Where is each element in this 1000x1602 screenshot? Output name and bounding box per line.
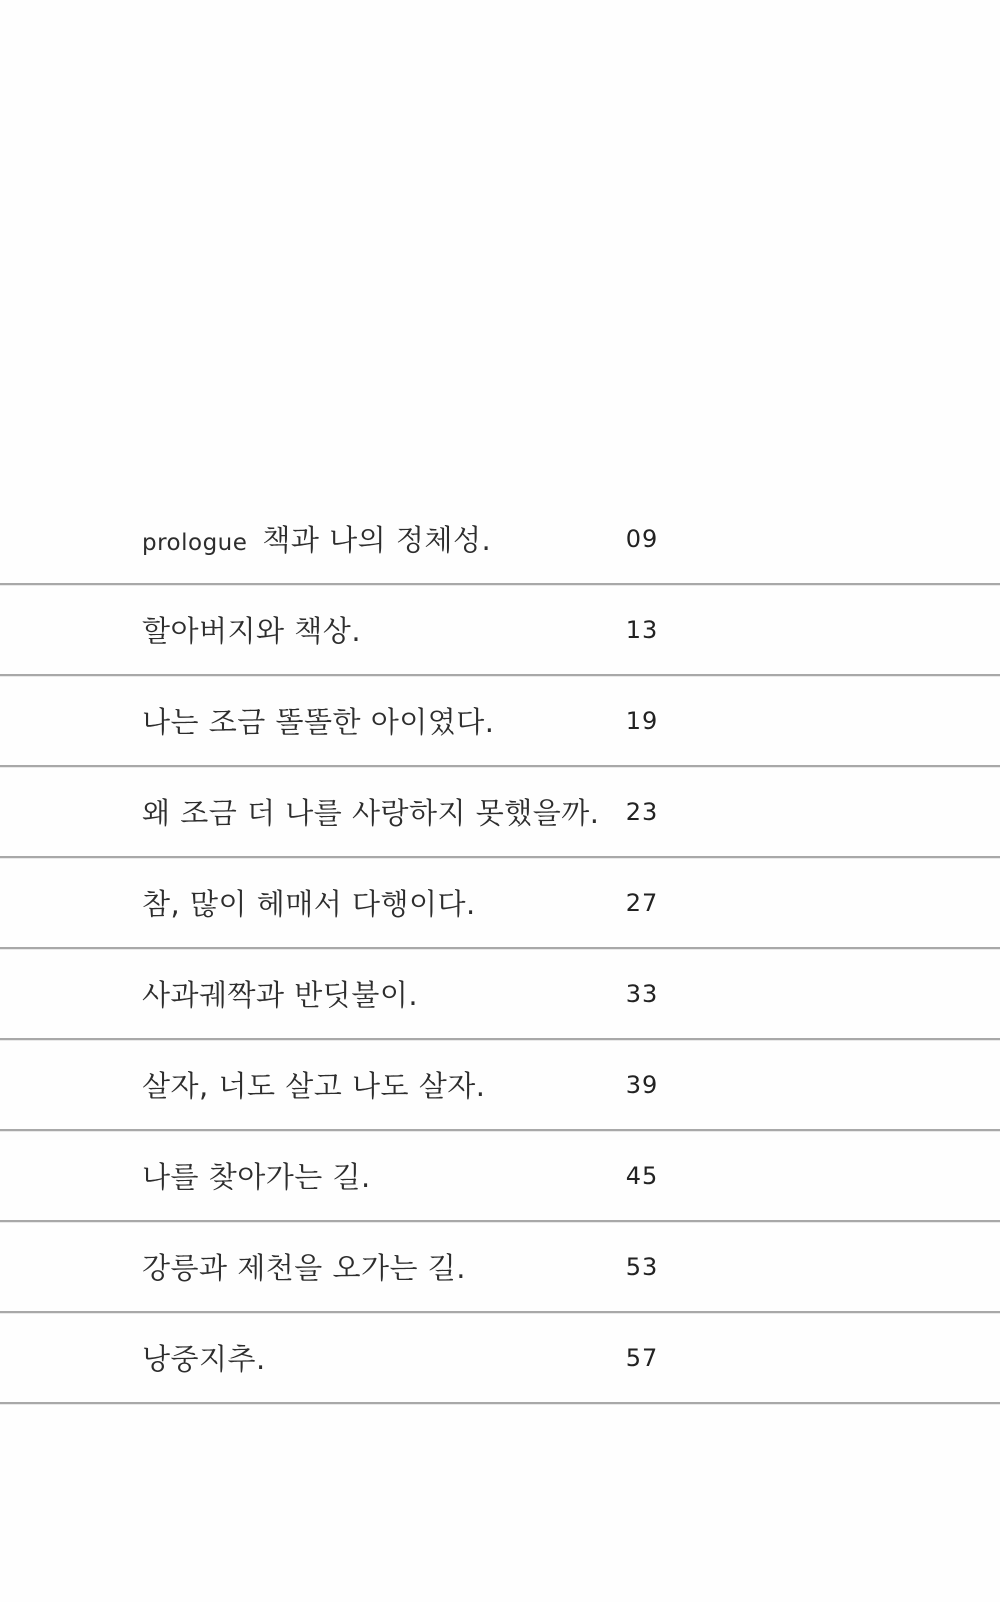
toc-row	[0, 949, 1000, 1040]
toc-entry	[0, 518, 491, 559]
page-number: 27	[625, 888, 659, 917]
page-number: 23	[625, 797, 659, 826]
page-number: 53	[625, 1252, 659, 1281]
toc-row	[0, 1040, 1000, 1131]
chapter-title: 참, 많이 헤매서 다행이다.	[142, 887, 476, 921]
chapter-title: 나를 찾아가는 길.	[142, 1160, 371, 1194]
toc-row	[0, 858, 1000, 949]
chapter-title: 강릉과 제천을 오가는 길.	[142, 1251, 467, 1285]
chapter-title: 사과궤짝과 반딧불이.	[142, 978, 419, 1012]
page-number: 57	[625, 1343, 659, 1372]
toc-row	[0, 1222, 1000, 1313]
toc-row	[0, 767, 1000, 858]
chapter-title: 살자, 너도 살고 나도 살자.	[142, 1069, 486, 1103]
chapter-title: 책과 나의 정체성.	[262, 523, 492, 557]
toc-entry	[0, 973, 418, 1014]
chapter-title: 할아버지와 책상.	[142, 614, 362, 648]
toc-row	[0, 1131, 1000, 1222]
page-number: 33	[625, 979, 659, 1008]
toc-entry	[0, 1064, 485, 1105]
page-number: 13	[625, 615, 659, 644]
toc-entry	[0, 1337, 266, 1378]
chapter-title: 왜 조금 더 나를 사랑하지 못했을까.	[142, 796, 600, 830]
toc-entry	[0, 791, 600, 832]
prologue-label: prologue	[142, 530, 248, 556]
chapter-title: 낭중지추.	[142, 1342, 266, 1376]
toc-row	[0, 1313, 1000, 1404]
page-number: 19	[625, 706, 659, 735]
chapter-title: 나는 조금 똘똘한 아이였다.	[142, 705, 495, 739]
toc-entry	[0, 609, 361, 650]
toc-row	[0, 494, 1000, 585]
toc-entry	[0, 882, 476, 923]
table-of-contents	[0, 494, 1000, 1404]
toc-row	[0, 676, 1000, 767]
toc-entry	[0, 1246, 466, 1287]
toc-row	[0, 585, 1000, 676]
toc-entry	[0, 700, 495, 741]
toc-entry	[0, 1155, 371, 1196]
page-number: 09	[625, 524, 659, 553]
page-number: 45	[625, 1161, 659, 1190]
page-number: 39	[625, 1070, 659, 1099]
